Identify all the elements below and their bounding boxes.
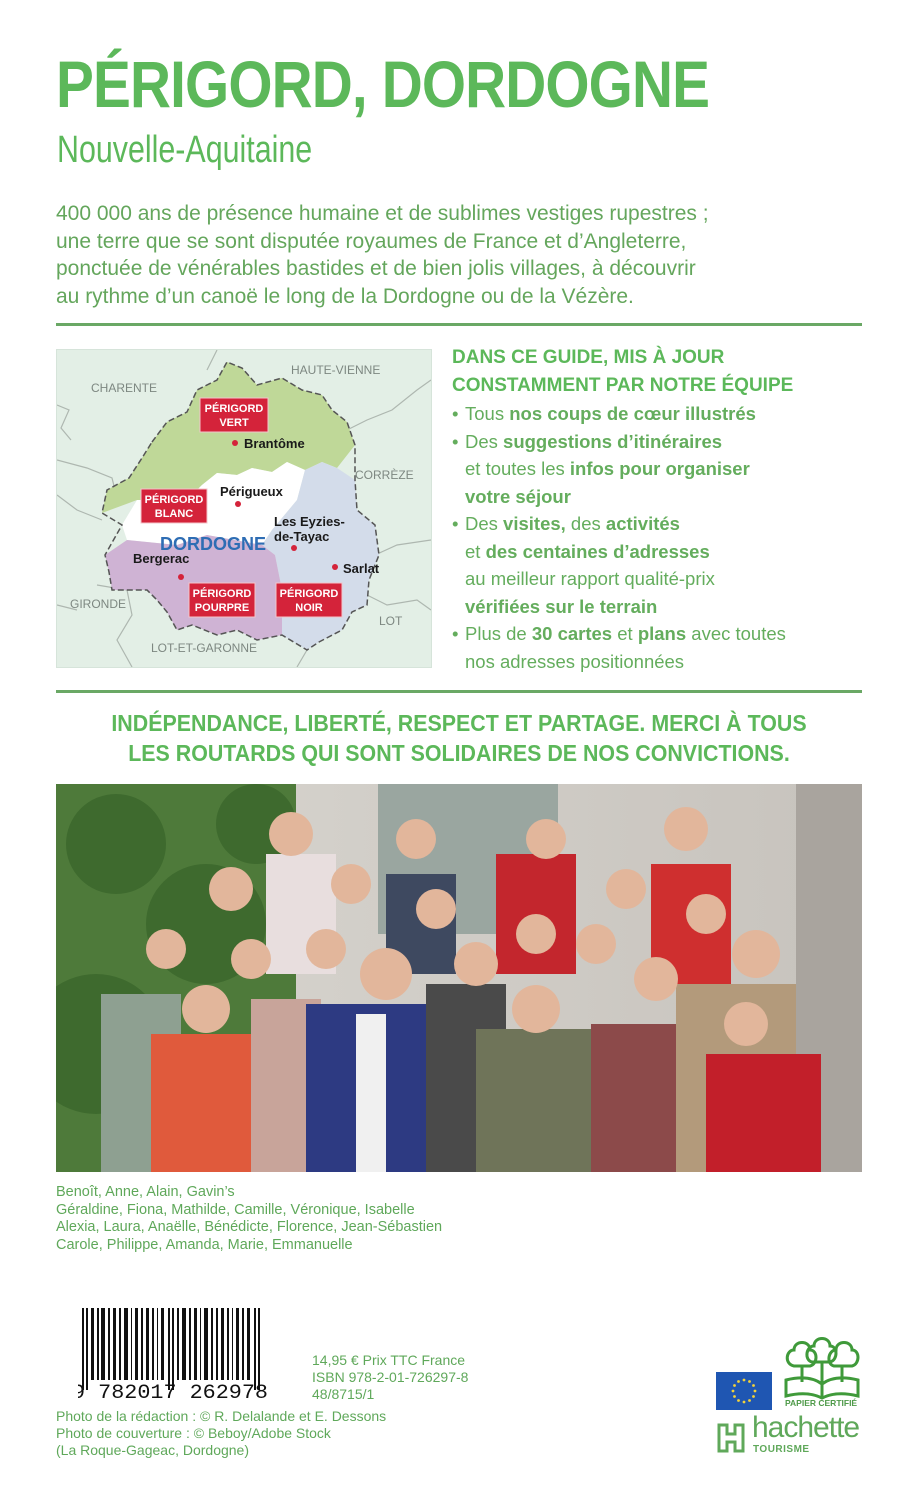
intro-line: une terre que se sont disputée royaumes de France et d’Angleterre,	[56, 229, 687, 253]
feature-line	[465, 455, 872, 483]
town-label: de-Tayac	[274, 529, 330, 544]
names-line: Benoît, Anne, Alain, Gavin’s	[56, 1184, 235, 1200]
feature-line	[465, 538, 872, 566]
feature-text: Tous	[465, 403, 510, 424]
certified-paper-trees-icon	[782, 1336, 862, 1402]
feature-line	[465, 565, 872, 593]
publisher-name: hachette	[752, 1411, 860, 1444]
certified-paper-label: PAPIER CERTIFIÉ	[785, 1398, 858, 1408]
feature-highlight: 30 cartes	[531, 623, 613, 644]
feature-text: Des	[465, 430, 504, 452]
slogan-line: INDÉPENDANCE, LIBERTÉ, RESPECT ET PARTAGE. MERCI À TOUS	[111, 710, 807, 736]
guide-feature-item	[452, 428, 872, 511]
town-label: Sarlat	[343, 561, 380, 576]
region-map	[56, 349, 432, 668]
divider	[56, 323, 862, 326]
guide-features	[452, 344, 872, 675]
slogan-line: LES ROUTARDS QUI SONT SOLIDAIRES DE NOS CONVICTIONS.	[128, 740, 790, 766]
neighbor-label: LOT-ET-GARONNE	[151, 641, 258, 655]
barcode-number: 9 782017 262978	[78, 1382, 268, 1400]
bullet-icon: •	[452, 513, 459, 534]
region-label-noir-2: NOIR	[295, 602, 323, 614]
team-names	[56, 1184, 442, 1254]
department-label: DORDOGNE	[160, 534, 267, 554]
guide-feature-item	[452, 620, 872, 675]
neighbor-label: HAUTE-VIENNE	[291, 363, 381, 377]
credit-line: Photo de couverture : © Beboy/Adobe Stock	[56, 1425, 331, 1441]
feature-text: et toutes les	[465, 458, 570, 479]
guide-heading-line: CONSTAMMENT PAR NOTRE ÉQUIPE	[452, 375, 794, 396]
isbn-barcode	[78, 1308, 268, 1398]
names-line: Géraldine, Fiona, Mathilde, Camille, Véronique, Isabelle	[56, 1201, 415, 1218]
feature-line	[465, 400, 872, 428]
photo-credits	[56, 1408, 386, 1459]
feature-text: et	[612, 623, 638, 644]
publisher-subtitle: TOURISME	[753, 1444, 810, 1455]
team-photo-illustration	[56, 784, 862, 1172]
town-label: Bergerac	[133, 551, 190, 566]
region-label-vert-2: VERT	[219, 417, 249, 429]
town-label: Brantôme	[244, 436, 305, 451]
names-line: Alexia, Laura, Anaëlle, Bénédicte, Florence, Jean-Sébastien	[56, 1219, 443, 1235]
feature-line	[465, 510, 872, 538]
intro-paragraph	[56, 200, 876, 310]
feature-highlight: vérifiées sur le terrain	[465, 595, 658, 617]
names-line: Carole, Philippe, Amanda, Marie, Emmanuelle	[56, 1236, 353, 1253]
region-label-blanc-1: PÉRIGORD	[144, 494, 204, 506]
feature-text: au meilleur rapport qualité-prix	[465, 568, 715, 589]
bullet-icon: •	[452, 403, 459, 424]
guide-feature-item	[452, 510, 872, 620]
region-label-pourpre-2: POURPRE	[194, 602, 250, 614]
isbn: ISBN 978-2-01-726297-8	[312, 1369, 469, 1385]
intro-line: 400 000 ans de présence humaine et de sublimes vestiges rupestres ;	[56, 202, 709, 225]
divider	[56, 690, 862, 693]
feature-highlight: des centaines d’adresses	[485, 540, 710, 562]
town-label: Les Eyzies-	[274, 514, 345, 529]
team-photo	[56, 784, 862, 1172]
slogan	[56, 708, 862, 768]
guide-feature-item	[452, 400, 872, 428]
book-title: PÉRIGORD, DORDOGNE	[56, 47, 710, 121]
bullet-icon: •	[452, 430, 459, 452]
feature-text: des	[565, 513, 606, 534]
feature-highlight: activités	[605, 513, 680, 534]
hachette-logo-icon	[716, 1422, 746, 1454]
feature-highlight: nos coups de cœur illustrés	[509, 403, 756, 424]
feature-text: et	[465, 540, 486, 562]
feature-highlight: infos pour organiser	[569, 458, 750, 479]
feature-text: Plus de	[465, 623, 532, 644]
feature-text: nos adresses positionnées	[465, 650, 685, 672]
region-label-pourpre-1: PÉRIGORD	[192, 588, 252, 600]
credit-line: (La Roque-Gageac, Dordogne)	[56, 1442, 250, 1458]
feature-line	[465, 483, 872, 511]
feature-text: Des	[465, 513, 504, 534]
credit-line: Photo de la rédaction : © R. Delalande et E. Dessons	[56, 1408, 387, 1424]
region-label-vert-1: PÉRIGORD	[204, 403, 264, 415]
feature-highlight: visites,	[503, 513, 566, 534]
feature-line	[465, 428, 872, 456]
book-subtitle: Nouvelle-Aquitaine	[57, 129, 313, 171]
eu-flag-icon	[716, 1372, 772, 1410]
guide-feature-list	[452, 400, 872, 675]
intro-line: au rythme d’un canoë le long de la Dordogne ou de la Vézère.	[56, 284, 634, 308]
neighbor-label: CHARENTE	[91, 381, 158, 395]
feature-line	[465, 620, 872, 648]
neighbor-label: GIRONDE	[70, 597, 127, 611]
guide-heading-line: DANS CE GUIDE, MIS À JOUR	[452, 347, 725, 368]
feature-line	[465, 593, 872, 621]
barcode-icon	[78, 1308, 268, 1400]
feature-highlight: plans	[637, 623, 687, 644]
town-label: Périgueux	[220, 484, 283, 499]
dordogne-map-svg	[57, 350, 431, 667]
price: 14,95 € Prix TTC France	[312, 1352, 466, 1368]
feature-highlight: suggestions d’itinéraires	[503, 430, 723, 452]
feature-line	[465, 648, 872, 676]
bullet-icon: •	[452, 623, 459, 644]
price-info	[312, 1352, 468, 1403]
region-label-noir-1: PÉRIGORD	[279, 588, 339, 600]
region-label-blanc-2: BLANC	[154, 508, 194, 520]
neighbor-label: LOT	[379, 614, 403, 628]
neighbor-label: CORRÈZE	[355, 468, 414, 482]
intro-line: ponctuée de vénérables bastides et de bien jolis villages, à découvrir	[56, 257, 696, 280]
catalog-code: 48/8715/1	[312, 1386, 375, 1402]
feature-text: avec toutes	[686, 623, 786, 644]
feature-highlight: votre séjour	[465, 485, 571, 507]
